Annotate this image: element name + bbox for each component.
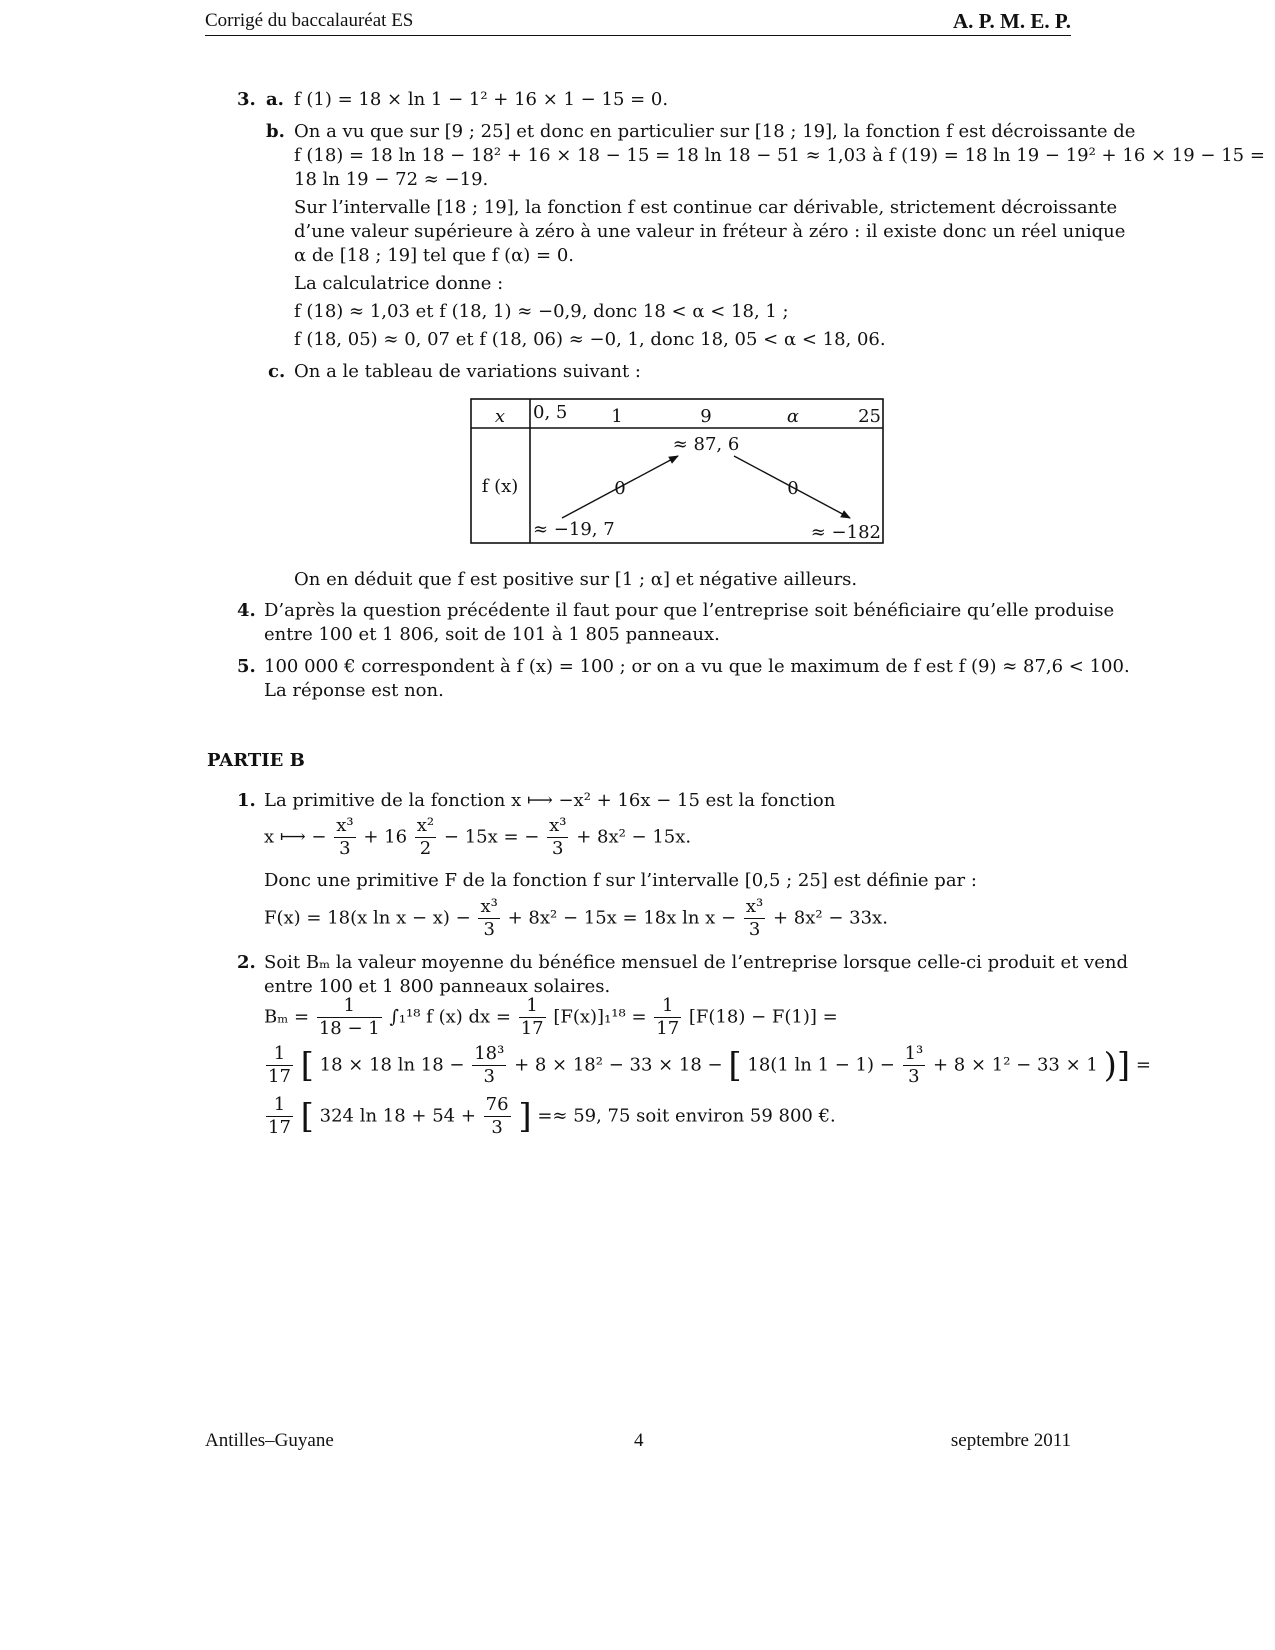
footer-page-number: 4 [634, 1430, 644, 1451]
l2-b: + 8 × 18² − 33 × 18 − [514, 1054, 723, 1076]
zero-label-1: 0 [614, 478, 626, 499]
fraction-1-over-17-b: $\frac{1}{17}$ [656, 995, 680, 1039]
b1-line-3: Donc une primitive F de la fonction f sur l’intervalle [0,5 ; 25] est définie par : [264, 870, 977, 891]
fraction-x3-over-3-c: $\frac{\text{x³}}{3}$ [480, 896, 498, 940]
bm-end: [F(18) − F(1)] = [688, 1006, 838, 1028]
b2-bm-line [264, 995, 838, 1040]
q4-line-1: D’après la question précédente il faut pour que l’entreprise soit bénéficiaire qu’elle produise [264, 600, 1115, 621]
footer-left: Antilles–Guyane [205, 1430, 334, 1451]
open-bracket: [ [300, 1045, 314, 1086]
zero-label-2: 0 [787, 478, 799, 499]
l3-end: =≈ 59, 75 soit environ 59 800 €. [537, 1105, 836, 1127]
fraction-76-over-3: $\frac{76}{3}$ [485, 1094, 509, 1138]
variation-table [470, 398, 890, 551]
b1-line-4 [264, 896, 888, 941]
b1-l2-mid1: + 16 [363, 826, 408, 848]
bm-mid: [F(x)]₁¹⁸ = [553, 1006, 647, 1028]
fraction-18cubed-over-3: $\frac{\text{18³}}{3}$ [474, 1043, 505, 1087]
q3b-line-9: f (18, 05) ≈ 0, 07 et f (18, 06) ≈ −0, 1, donc 18, 05 < α < 18, 06. [294, 329, 886, 350]
b2-line-1: Soit Bₘ la valeur moyenne du bénéfice mensuel de l’entreprise lorsque celle-ci produit et vend [264, 952, 1128, 973]
header-rule [205, 35, 1071, 36]
fraction-x3-over-3-d: $\frac{\text{x³}}{3}$ [745, 896, 764, 940]
fraction-x3-over-3: $\frac{\text{x³}}{3}$ [336, 815, 354, 859]
fraction-1-over-17-d: $\frac{1}{17}$ [268, 1094, 291, 1138]
b2-result-line [264, 1094, 836, 1139]
b1-l2-prefix: x ⟼ − [264, 826, 327, 848]
b1-line-2 [264, 815, 691, 860]
q3c-text: On a le tableau de variations suivant : [294, 361, 641, 382]
b2-line-2: entre 100 et 1 800 panneaux solaires. [264, 976, 611, 997]
q3a-text: f (1) = 18 × ln 1 − 1² + 16 × 1 − 15 = 0. [294, 89, 669, 110]
close-bracket: ] [1116, 1045, 1131, 1086]
l2-end: = [1135, 1054, 1151, 1076]
q4-line-2: entre 100 et 1 806, soit de 101 à 1 805 panneaux. [264, 624, 720, 645]
q3b-label: b. [266, 121, 285, 142]
q3b-line-3: 18 ln 19 − 72 ≈ −19. [294, 169, 489, 190]
b1-l4-mid: + 8x² − 15x = 18x ln x − [507, 907, 737, 929]
q3b-line-8: f (18) ≈ 1,03 et f (18, 1) ≈ −0,9, donc 18 < α < 18, 1 ; [294, 301, 789, 322]
fraction-1-over-18-1: $\frac{1}{18 - 1}$ [318, 995, 380, 1039]
q3b-line-6: α de [18 ; 19] tel que f (α) = 0. [294, 245, 574, 266]
q3a-label: a. [266, 89, 284, 110]
close-paren: ) [1103, 1045, 1117, 1086]
start-value: ≈ −19, 7 [533, 519, 615, 540]
q3c-conclusion: On en déduit que f est positive sur [1 ; α] et négative ailleurs. [294, 569, 858, 590]
b1-number: 1. [237, 790, 256, 811]
end-value: ≈ −182 [810, 522, 881, 543]
close-bracket-result: ] [518, 1096, 532, 1137]
q5-line-1: 100 000 € correspondent à f (x) = 100 ; or on a vu que le maximum de f est f (9) ≈ 87,6 < 100. [264, 656, 1130, 677]
q3b-line-1: On a vu que sur [9 ; 25] et donc en particulier sur [18 ; 19], la fonction f est décroissante de [294, 121, 1136, 142]
row-f-label: f (x) [481, 476, 519, 497]
q3b-line-7: La calculatrice donne : [294, 273, 504, 294]
l2-d: + 8 × 1² − 33 × 1 [932, 1054, 1098, 1076]
fraction-x2-over-2: $\frac{\text{x²}}{2}$ [416, 815, 435, 859]
q5-line-2: La réponse est non. [264, 680, 444, 701]
max-value: ≈ 87, 6 [672, 434, 740, 455]
footer-right: septembre 2011 [950, 1430, 1071, 1451]
header-right: A. P. M. E. P. [952, 9, 1071, 33]
x-value-end: 25 [858, 406, 881, 427]
q3c-label: c. [268, 361, 286, 382]
b1-l4-end: + 8x² − 33x. [772, 907, 888, 929]
b1-l2-end: + 8x² − 15x. [576, 826, 692, 848]
q3b-line-5: d’une valeur supérieure à zéro à une valeur in fréteur à zéro : il existe donc un réel unique [294, 221, 1126, 242]
bm-prefix: Bₘ = [264, 1006, 310, 1028]
l2-a: 18 × 18 ln 18 − [319, 1054, 465, 1076]
b1-l4-prefix: F(x) = 18(x ln x − x) − [264, 907, 471, 929]
q4-number: 4. [237, 600, 256, 621]
fraction-1-over-17-c: $\frac{1}{17}$ [268, 1043, 291, 1087]
fraction-1cubed-over-3: $\frac{\text{1³}}{3}$ [904, 1043, 924, 1087]
q3b-line-2: f (18) = 18 ln 18 − 18² + 16 × 18 − 15 = 18 ln 18 − 51 ≈ 1,03 à f (19) = 18 ln 19 − 19² + 16 × 19 − 15 = [294, 145, 1265, 166]
x-value-alpha: α [786, 406, 800, 427]
q3b-line-4: Sur l’intervalle [18 ; 19], la fonction f est continue car dérivable, strictement décroissante [294, 197, 1118, 218]
open-bracket-inner: [ [728, 1045, 742, 1086]
fraction-x3-over-3-b: $\frac{\text{x³}}{3}$ [549, 815, 567, 859]
x-value-9: 9 [700, 406, 712, 427]
q3-number: 3. [237, 89, 256, 110]
l3-a: 324 ln 18 + 54 + [319, 1105, 476, 1127]
l2-c: 18(1 ln 1 − 1) − [747, 1054, 895, 1076]
b2-expansion-line [264, 1043, 1151, 1088]
fraction-1-over-17-a: $\frac{1}{17}$ [520, 995, 544, 1039]
b1-l2-mid2: − 15x = − [443, 826, 540, 848]
q5-number: 5. [237, 656, 256, 677]
header-left: Corrigé du baccalauréat ES [205, 10, 414, 31]
open-bracket-result: [ [300, 1096, 314, 1137]
x-value-start: 0, 5 [533, 402, 568, 423]
b1-line-1: La primitive de la fonction x ⟼ −x² + 16x − 15 est la fonction [264, 790, 836, 811]
bm-integral: ∫₁¹⁸ f (x) dx = [389, 1006, 511, 1028]
partie-b-heading: PARTIE B [207, 750, 305, 771]
x-value-1: 1 [611, 406, 623, 427]
b2-number: 2. [237, 952, 256, 973]
row-x-label: x [494, 406, 506, 427]
